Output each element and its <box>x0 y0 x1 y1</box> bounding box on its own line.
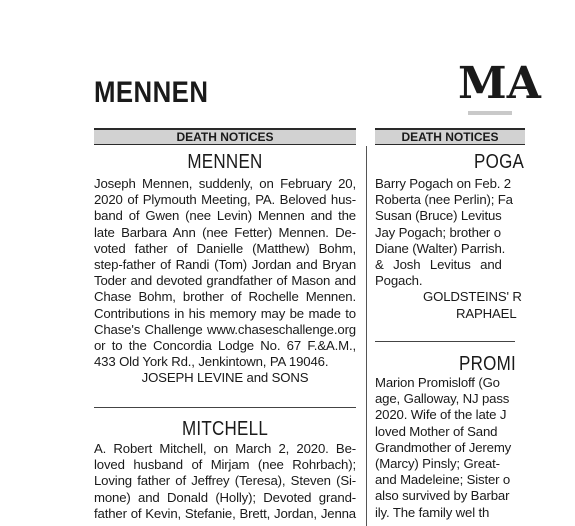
notice-line: Contributions in his memory may be made to <box>94 305 356 321</box>
notice-body-mitchell <box>94 441 356 522</box>
notice-name-promisloff: PROMI <box>459 353 517 375</box>
notice-line: Diane (Walter) Parrish. <box>375 240 506 256</box>
notice-line: Barry Pogach on Feb. 2 <box>375 176 511 191</box>
masthead-rule <box>468 111 512 115</box>
notice-line: Loving father of Jeffrey (Teresa), Steven (Si- <box>94 473 356 489</box>
funeral-home: GOLDSTEINS' R <box>423 289 522 305</box>
notice-separator <box>94 407 356 408</box>
notice-line: 2020 of Plymouth Meeting, PA. Beloved hus- <box>94 192 356 208</box>
notice-separator <box>375 341 515 342</box>
notice-line: Susan (Bruce) Levitus <box>375 208 502 224</box>
notice-line: Grandmother of Jeremy <box>375 439 512 455</box>
notice-line: Chase Bohm, brother of Rochelle Mennen. <box>94 289 356 305</box>
notice-line: also survived by Barbar <box>375 488 510 504</box>
masthead-logo: MA <box>458 58 541 109</box>
notice-line: Chase's Challenge www.chaseschallenge.org <box>94 321 356 337</box>
column-divider <box>366 146 367 526</box>
notice-line: loved Mother of Sand <box>375 423 498 439</box>
notice-line: or to the Concordia Lodge No. 67 F.&A.M., <box>94 338 356 354</box>
notice-line: voted father of Danielle (Matthew) Bohm, <box>94 240 356 256</box>
notice-line: 433 Old York Rd., Jenkintown, PA 19046. <box>94 354 329 370</box>
notice-line: mone) and Donald (Holly); Devoted grand- <box>94 489 356 505</box>
notice-name-mitchell: MITCHELL <box>181 418 269 440</box>
notice-body-pogach <box>375 176 575 322</box>
notice-line: loved husband of Mirjam (nee Rohrbach); <box>94 457 356 473</box>
notice-name-mennen: MENNEN <box>187 151 263 173</box>
notice-line: Joseph Mennen, suddenly, on February 20, <box>94 176 356 191</box>
notice-line: band of Gwen (nee Levin) Mennen and the <box>94 208 356 224</box>
notice-line: late Barbara Ann (nee Fetter) Mennen. De- <box>94 224 356 240</box>
page-title: MENNEN <box>94 76 209 109</box>
notice-line: step-father of Randi (Tom) Jordan and Bryan <box>94 257 356 273</box>
notice-line: A. Robert Mitchell, on March 2, 2020. Be- <box>94 441 356 456</box>
section-header-right: DEATH NOTICES <box>375 128 525 145</box>
notice-line: 2020. Wife of the late J <box>375 407 507 423</box>
notice-line: Jay Pogach; brother o <box>375 224 501 240</box>
notice-line: Marion Promisloff (Go <box>375 375 500 390</box>
funeral-home: JOSEPH LEVINE and SONS <box>141 370 309 386</box>
notice-line: Roberta (nee Perlin); Fa <box>375 192 513 208</box>
notice-body-mennen <box>94 176 356 387</box>
funeral-home: RAPHAEL <box>456 305 517 321</box>
notice-line: father of Kevin, Stefanie, Brett, Jordan, Jenna <box>94 505 356 521</box>
notice-line: age, Galloway, NJ pass <box>375 391 510 407</box>
section-header-left: DEATH NOTICES <box>94 128 356 145</box>
notice-line: Toder and devoted grandfather of Mason and <box>94 273 356 289</box>
notice-line: and Madeleine; Sister o <box>375 472 511 488</box>
notice-line: & Josh Levitus and <box>375 257 502 273</box>
notice-name-pogach: POGA <box>474 151 525 173</box>
notice-line: (Marcy) Pinsly; Great- <box>375 456 500 472</box>
notice-body-promisloff <box>375 375 575 521</box>
notice-line: Pogach. <box>375 273 423 289</box>
notice-line: ily. The family wel th <box>375 504 490 520</box>
